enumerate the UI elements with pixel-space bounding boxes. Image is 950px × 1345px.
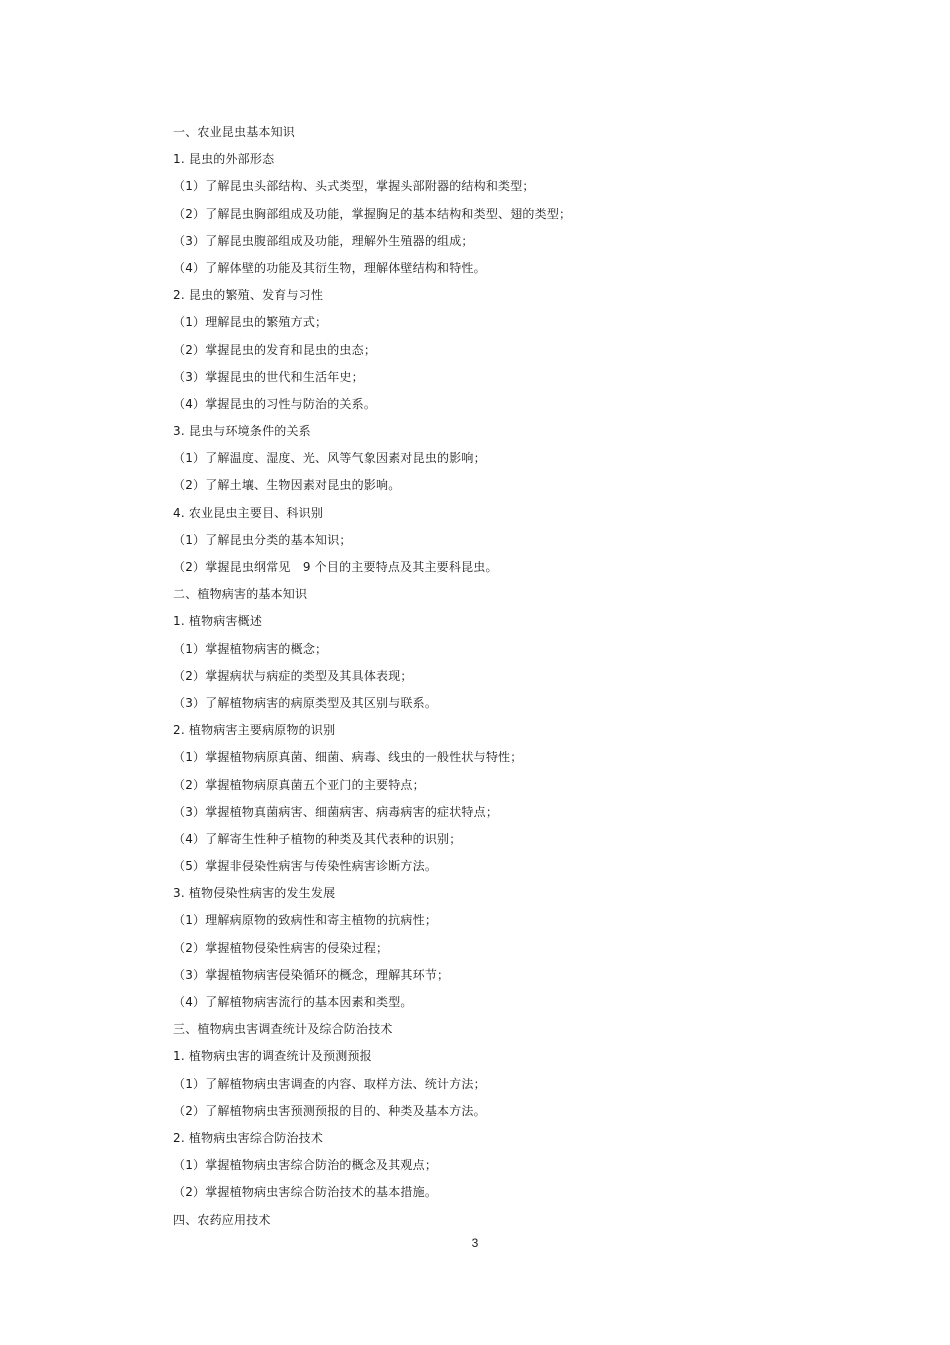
list-item: （5）掌握非侵染性病害与传染性病害诊断方法。 <box>173 859 438 874</box>
subsection-heading: 3. 植物侵染性病害的发生发展 <box>173 886 336 901</box>
list-item: （2）掌握昆虫的发育和昆虫的虫态； <box>173 342 377 357</box>
list-item: （4）了解植物病害流行的基本因素和类型。 <box>173 995 413 1009</box>
subsection-heading: 1. 植物病害概述 <box>173 614 263 629</box>
list-item: （1）理解昆虫的繁殖方式； <box>173 315 328 330</box>
list-item: （1）了解昆虫头部结构、头式类型，掌握头部附器的结构和类型； <box>173 179 535 194</box>
list-item: （2）掌握植物病原真菌五个亚门的主要特点； <box>173 777 425 792</box>
list-item: （1）掌握植物病虫害综合防治的概念及其观点； <box>173 1158 438 1173</box>
list-item: （2）了解昆虫胸部组成及功能，掌握胸足的基本结构和类型、翅的类型； <box>173 206 572 221</box>
list-item: （2）掌握植物病虫害综合防治技术的基本措施。 <box>173 1185 438 1200</box>
subsection-heading: 1. 昆虫的外部形态 <box>173 152 275 167</box>
list-item: （3）掌握植物病害侵染循环的概念，理解其环节； <box>173 967 450 982</box>
list-item: （3）了解植物病害的病原类型及其区别与联系。 <box>173 695 438 710</box>
list-item: （1）理解病原物的致病性和寄主植物的抗病性； <box>173 913 438 928</box>
subsection-heading: 2. 植物病虫害综合防治技术 <box>173 1130 324 1145</box>
section-heading-2: 二、植物病害的基本知识 <box>173 587 308 602</box>
list-item: （3）掌握昆虫的世代和生活年史； <box>173 369 364 384</box>
subsection-heading: 2. 植物病害主要病原物的识别 <box>173 723 336 738</box>
subsection-heading: 2. 昆虫的繁殖、发育与习性 <box>173 288 324 303</box>
list-item: （1）掌握植物病害的概念； <box>173 641 328 656</box>
list-item: （3）掌握植物真菌病害、细菌病害、病毒病害的症状特点； <box>173 804 499 819</box>
page-number: 3 <box>471 1236 479 1250</box>
section-heading-4: 四、农药应用技术 <box>173 1212 271 1227</box>
list-item: （2）掌握昆虫纲常见 9 个目的主要特点及其主要科昆虫。 <box>173 560 498 574</box>
list-item: （4）了解体壁的功能及其衍生物，理解体壁结构和特性。 <box>173 260 486 275</box>
list-item: （2）了解土壤、生物因素对昆虫的影响。 <box>173 478 401 493</box>
list-item: （4）掌握昆虫的习性与防治的关系。 <box>173 396 377 411</box>
subsection-heading: 3. 昆虫与环境条件的关系 <box>173 424 311 439</box>
list-item: （1）掌握植物病原真菌、细菌、病毒、线虫的一般性状与特性； <box>173 750 523 765</box>
list-item: （4）了解寄生性种子植物的种类及其代表种的识别； <box>173 831 462 846</box>
list-item: （2）掌握病状与病症的类型及其具体表现； <box>173 668 413 683</box>
list-item: （1）了解植物病虫害调查的内容、取样方法、统计方法； <box>173 1076 486 1091</box>
list-item: （2）掌握植物侵染性病害的侵染过程； <box>173 940 389 955</box>
list-item: （3）了解昆虫腹部组成及功能，理解外生殖器的组成； <box>173 233 474 248</box>
subsection-heading: 1. 植物病虫害的调查统计及预测预报 <box>173 1049 372 1064</box>
outline-content <box>173 122 793 1237</box>
list-item: （1）了解昆虫分类的基本知识； <box>173 532 352 547</box>
section-heading-3: 三、植物病虫害调查统计及综合防治技术 <box>173 1022 393 1037</box>
subsection-heading: 4. 农业昆虫主要目、科识别 <box>173 505 324 520</box>
section-heading-1: 一、农业昆虫基本知识 <box>173 125 296 139</box>
list-item: （1）了解温度、湿度、光、风等气象因素对昆虫的影响； <box>173 451 486 466</box>
list-item: （2）了解植物病虫害预测预报的目的、种类及基本方法。 <box>173 1103 486 1118</box>
